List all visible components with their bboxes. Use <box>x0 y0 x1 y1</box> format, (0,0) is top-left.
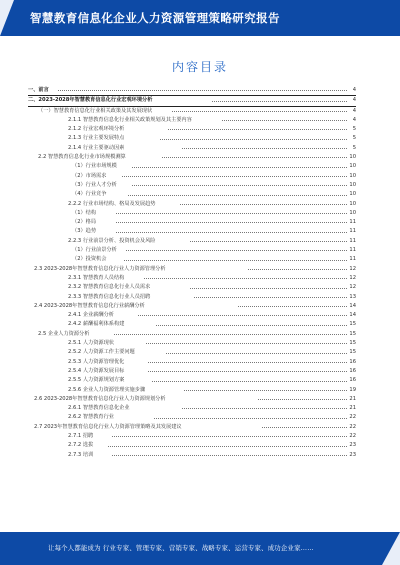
toc-entry[interactable] <box>28 404 356 413</box>
toc-entry[interactable] <box>28 330 356 339</box>
toc-leader-dots <box>248 269 347 270</box>
toc-entry-text: 2.3.2 智慧教育信息化行业人员需求 <box>68 283 151 292</box>
toc-entry-text: 一、前言 <box>28 86 50 95</box>
toc-entry[interactable] <box>28 320 356 329</box>
toc-leader-dots <box>184 390 347 391</box>
toc-leader-dots <box>114 334 347 335</box>
report-title: 智慧教育信息化企业人力资源管理策略研究报告 <box>30 11 280 25</box>
toc-page-number: 13 <box>349 293 356 300</box>
toc-entry-text: 2.5.2 人力资源工作主要问题 <box>68 348 136 357</box>
toc-page-number: 22 <box>349 432 356 439</box>
toc-page-number: 4 <box>352 107 356 114</box>
toc-entry[interactable] <box>28 144 356 153</box>
toc-entry[interactable] <box>28 293 356 302</box>
toc-entry[interactable] <box>28 348 356 357</box>
footer-decoration <box>382 532 400 565</box>
toc-entry-text: （2）市场需求 <box>72 172 107 181</box>
toc-leader-dots <box>172 111 347 112</box>
toc-entry[interactable] <box>28 395 356 404</box>
toc-entry[interactable] <box>28 200 356 209</box>
toc-page-number: 10 <box>349 200 356 207</box>
toc-page-number: 10 <box>349 181 356 188</box>
toc-page-number: 16 <box>349 358 356 365</box>
toc-page-number: 10 <box>349 163 356 170</box>
toc-page-number: 10 <box>349 154 356 161</box>
toc-leader-dots <box>148 362 347 363</box>
toc-entry[interactable] <box>28 246 356 255</box>
toc-entry-text: 2.3 2023-2028年智慧教育信息化行业人力资源管理分析 <box>34 265 167 274</box>
toc-entry[interactable] <box>28 376 356 385</box>
toc-entry[interactable] <box>28 358 356 367</box>
toc-leader-dots <box>116 232 347 233</box>
header-bar <box>0 0 400 36</box>
toc-entry-text: （2）格局 <box>72 218 97 227</box>
toc-entry-text: 二、2023-2028年智慧教育信息化行业宏观环境分析 <box>28 96 153 105</box>
toc-page-number: 22 <box>349 414 356 421</box>
toc-entry[interactable] <box>28 227 356 236</box>
toc-page-number: 11 <box>349 256 356 263</box>
toc-entry[interactable] <box>28 367 356 376</box>
toc-leader-dots <box>152 381 347 382</box>
toc-leader-dots <box>112 436 347 437</box>
table-of-contents <box>28 86 356 520</box>
toc-leader-dots <box>156 325 347 326</box>
toc-page-number: 4 <box>352 97 356 104</box>
toc-leader-dots <box>122 176 347 177</box>
toc-entry-text: 2.7.1 招聘 <box>68 432 94 441</box>
toc-entry-text: （3）趋势 <box>72 227 97 236</box>
header-decoration <box>0 0 14 36</box>
toc-entry-text: 2.7.2 选拔 <box>68 441 94 450</box>
toc-entry-text: 2.2.2 行业市场结构、格局及发展趋势 <box>68 200 156 209</box>
toc-page-number: 22 <box>349 423 356 430</box>
toc-entry[interactable] <box>28 423 356 432</box>
toc-leader-dots <box>116 213 347 214</box>
toc-leader-dots <box>180 204 347 205</box>
toc-entry-text: 2.4.1 企业薪酬分析 <box>68 311 115 320</box>
toc-entry[interactable] <box>28 339 356 348</box>
toc-entry[interactable] <box>28 311 356 320</box>
footer-bar <box>0 532 400 565</box>
toc-page-number: 21 <box>349 395 356 402</box>
toc-page-number: 12 <box>349 265 356 272</box>
toc-leader-dots <box>182 148 347 149</box>
toc-leader-dots <box>148 371 347 372</box>
toc-page-number: 11 <box>349 247 356 254</box>
toc-page-number: 5 <box>352 126 356 133</box>
toc-page-number: 14 <box>349 302 356 309</box>
toc-entry[interactable] <box>28 237 356 246</box>
toc-entry-text: 2.5.6 企业人力资源管理实施步骤 <box>68 386 146 395</box>
toc-entry-text: （1）行业市场规模 <box>72 162 118 171</box>
toc-entry[interactable] <box>28 86 356 96</box>
toc-entry-text: 2.5.1 人力资源现状 <box>68 339 115 348</box>
toc-entry[interactable] <box>28 283 356 292</box>
toc-page-number: 14 <box>349 312 356 319</box>
toc-entry[interactable] <box>28 153 356 162</box>
toc-entry-text: 2.5 企业人力资源分析 <box>38 330 90 339</box>
toc-page-number: 16 <box>349 377 356 384</box>
toc-entry-text: 2.4 2023-2028年智慧教育信息化行业薪酬分析 <box>34 302 146 311</box>
toc-page-number: 11 <box>349 237 356 244</box>
toc-entry[interactable] <box>28 107 356 116</box>
toc-entry-text: 2.5.3 人力资源管理优化 <box>68 358 125 367</box>
toc-entry[interactable] <box>28 265 356 274</box>
toc-page-number: 19 <box>349 386 356 393</box>
toc-page-number: 15 <box>349 340 356 347</box>
toc-entry-text: （4）行业竞争 <box>72 190 107 199</box>
toc-entry[interactable] <box>28 274 356 283</box>
toc-entry[interactable] <box>28 209 356 218</box>
toc-leader-dots <box>126 250 347 251</box>
toc-leader-dots <box>154 418 347 419</box>
toc-entry[interactable] <box>28 255 356 264</box>
toc-entry-text: （2）投资机会 <box>72 255 107 264</box>
toc-entry[interactable] <box>28 386 356 395</box>
toc-page-number: 10 <box>349 209 356 216</box>
toc-page-number: 15 <box>349 349 356 356</box>
toc-leader-dots <box>182 408 347 409</box>
toc-leader-dots <box>144 278 347 279</box>
toc-entry[interactable] <box>28 302 356 311</box>
toc-leader-dots <box>168 129 347 130</box>
toc-entry-text: 2.1.1 智慧教育信息化行业相关政策规划及其主要内容 <box>68 116 193 125</box>
toc-entry-text: 2.4.2 薪酬福利体系构建 <box>68 320 125 329</box>
toc-entry[interactable] <box>28 134 356 143</box>
toc-leader-dots <box>166 353 347 354</box>
toc-entry-text: 2.2.3 行业前景分析、投资机会及风险 <box>68 237 156 246</box>
toc-entry[interactable] <box>28 162 356 171</box>
toc-entry-text: （一）智慧教育信息化行业相关政策及其发展现状 <box>38 107 153 116</box>
toc-entry[interactable] <box>28 441 356 450</box>
toc-leader-dots <box>124 260 347 261</box>
toc-entry-text: 2.7 2023年智慧教育信息化行业人力资源管理策略及其发展建议 <box>34 423 183 432</box>
toc-page-number: 11 <box>349 228 356 235</box>
toc-leader-dots <box>116 222 347 223</box>
toc-entry[interactable] <box>28 172 356 181</box>
toc-entry-text: 2.1.3 行业主要发展特点 <box>68 134 125 143</box>
toc-entry-text: 2.6.1 智慧教育信息化企业 <box>68 404 131 413</box>
toc-entry-text: 2.6 2023-2028年智慧教育信息化行业人力资源规划分析 <box>34 395 167 404</box>
toc-page-number: 16 <box>349 367 356 374</box>
toc-page-number: 23 <box>349 442 356 449</box>
toc-leader-dots <box>162 157 347 158</box>
toc-page-number: 10 <box>349 191 356 198</box>
toc-leader-dots <box>112 455 347 456</box>
toc-entry[interactable] <box>28 181 356 190</box>
toc-title: 内容目录 <box>171 60 228 74</box>
toc-page-number: 5 <box>352 135 356 142</box>
toc-entry-text: 2.3.3 智慧教育信息化行业人员招聘 <box>68 293 151 302</box>
toc-entry[interactable] <box>28 451 356 460</box>
toc-leader-dots <box>58 90 347 91</box>
toc-entry-text: 2.7.3 培训 <box>68 451 94 460</box>
toc-leader-dots <box>212 101 347 102</box>
toc-leader-dots <box>146 343 347 344</box>
toc-page-number: 12 <box>349 274 356 281</box>
toc-leader-dots <box>194 297 347 298</box>
toc-entry-text: 2.6.2 智慧教育行业 <box>68 413 115 422</box>
toc-leader-dots <box>132 167 347 168</box>
toc-entry[interactable] <box>28 190 356 199</box>
toc-entry[interactable] <box>28 116 356 125</box>
toc-entry[interactable] <box>28 432 356 441</box>
toc-leader-dots <box>222 120 347 121</box>
toc-leader-dots <box>132 185 347 186</box>
toc-entry-text: （1）结构 <box>72 209 97 218</box>
toc-page-number: 5 <box>352 144 356 151</box>
toc-entry[interactable] <box>28 218 356 227</box>
toc-leader-dots <box>262 427 347 428</box>
toc-page-number: 4 <box>352 87 356 93</box>
toc-entry-text: 2.5.5 人力资源规划方案 <box>68 376 125 385</box>
footer-slogan: 让每个人都能成为 行业专家、管理专家、营销专家、战略专家、运营专家、成功企业家…… <box>48 544 314 552</box>
toc-page-number: 15 <box>349 330 356 337</box>
toc-entry[interactable] <box>28 96 356 106</box>
toc-page-number: 15 <box>349 321 356 328</box>
toc-entry-text: 2.1.2 行业宏观环境分析 <box>68 125 125 134</box>
toc-page-number: 10 <box>349 172 356 179</box>
toc-leader-dots <box>108 446 347 447</box>
toc-leader-dots <box>190 241 347 242</box>
toc-leader-dots <box>238 306 347 307</box>
toc-leader-dots <box>190 288 347 289</box>
toc-entry-text: 2.2 智慧教育信息化行业市场规模测算 <box>38 153 127 162</box>
toc-page-number: 11 <box>349 219 356 226</box>
toc-entry-text: 2.3.1 智慧教育人员结构 <box>68 274 125 283</box>
toc-leader-dots <box>128 195 347 196</box>
toc-leader-dots <box>258 399 347 400</box>
toc-entry-text: （3）行业人才分析 <box>72 181 118 190</box>
toc-entry-text: 2.5.4 人力资源发展目标 <box>68 367 125 376</box>
toc-entry-text: （1）行业前景分析 <box>72 246 118 255</box>
toc-page-number: 4 <box>352 116 356 123</box>
toc-entry[interactable] <box>28 413 356 422</box>
toc-page-number: 21 <box>349 405 356 412</box>
toc-leader-dots <box>160 139 347 140</box>
toc-page-number: 23 <box>349 451 356 458</box>
toc-leader-dots <box>138 315 347 316</box>
toc-page-number: 12 <box>349 284 356 291</box>
toc-entry-text: 2.1.4 行业主要驱动因素 <box>68 144 125 153</box>
toc-entry[interactable] <box>28 125 356 134</box>
